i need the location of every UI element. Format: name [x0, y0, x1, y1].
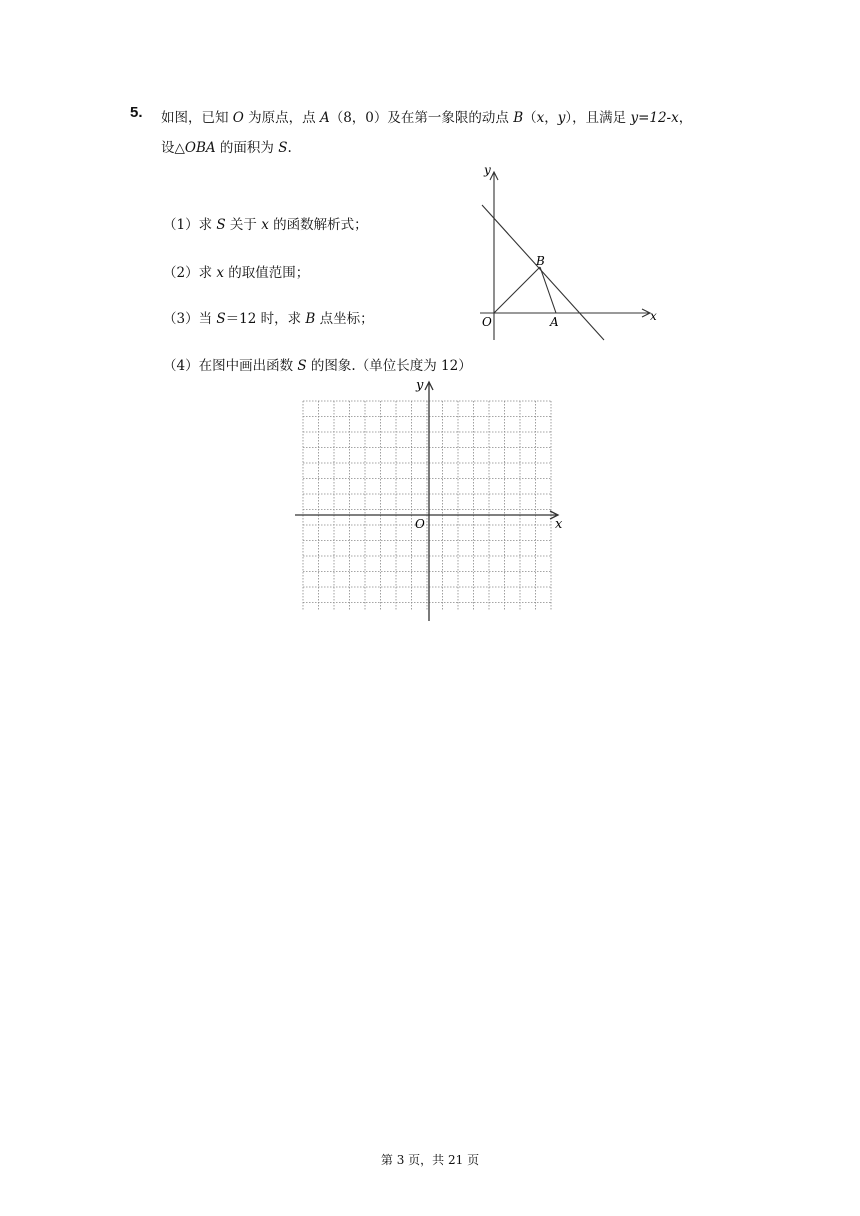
- text: ＝12 时，求: [225, 311, 306, 327]
- sub-question-2: [163, 261, 309, 281]
- var-oba: OBA: [184, 140, 216, 156]
- text: 的图象.（单位长度为 12）: [306, 358, 472, 374]
- sub-question-4: [163, 354, 472, 374]
- segment-ob: [494, 267, 540, 313]
- text: （4）在图中画出函数: [163, 358, 298, 374]
- text: （: [523, 110, 537, 126]
- question-line-1: [161, 106, 692, 126]
- var-x: x: [261, 217, 269, 233]
- sub-question-1: [163, 213, 368, 233]
- var-b: B: [513, 110, 524, 126]
- page-footer: 第 3 页，共 21 页: [380, 1153, 480, 1167]
- point-a-label: A: [550, 315, 559, 329]
- question-line-2: [161, 136, 292, 156]
- var-s: S: [216, 217, 226, 233]
- text: 点坐标；: [315, 311, 374, 327]
- y-axis-label: y: [484, 163, 491, 177]
- grid-figure: [290, 376, 570, 626]
- origin-label: O: [482, 315, 492, 329]
- text: 关于: [225, 217, 262, 233]
- line-y-12-x: [482, 205, 604, 340]
- var-y: y: [557, 110, 566, 126]
- text: 为原点，点: [243, 110, 320, 126]
- text: ），且满足: [565, 110, 631, 126]
- text: 如图，已知: [161, 110, 233, 126]
- text: （1）求: [163, 217, 217, 233]
- text: 的取值范围；: [224, 265, 310, 281]
- triangle-figure: [470, 160, 670, 345]
- var-o: O: [232, 110, 244, 126]
- var-x: x: [536, 110, 545, 126]
- text: ，: [678, 110, 693, 126]
- text: （3）当: [163, 311, 217, 327]
- point-b-label: B: [536, 254, 545, 268]
- y-axis-label: y: [416, 378, 424, 393]
- text: （2）求: [163, 265, 217, 281]
- x-axis-label: x: [555, 517, 563, 532]
- text: 的函数解析式；: [268, 217, 368, 233]
- var-a: A: [319, 110, 330, 126]
- text: 的面积为: [215, 140, 279, 156]
- var-s: S: [278, 140, 288, 156]
- text: ，: [544, 110, 558, 126]
- question-number: 5.: [130, 104, 143, 121]
- var-s: S: [216, 311, 226, 327]
- sub-question-3: [163, 307, 374, 327]
- origin-label: O: [415, 517, 425, 531]
- var-b: B: [305, 311, 316, 327]
- text: 设△: [161, 140, 185, 156]
- segment-ba: [540, 267, 556, 313]
- x-axis-label: x: [650, 309, 657, 323]
- equation: y=12-x: [630, 110, 679, 126]
- var-x: x: [216, 265, 225, 281]
- text: .: [287, 140, 292, 156]
- text: （8，0）及在第一象限的动点: [329, 110, 514, 126]
- var-s: S: [297, 358, 307, 374]
